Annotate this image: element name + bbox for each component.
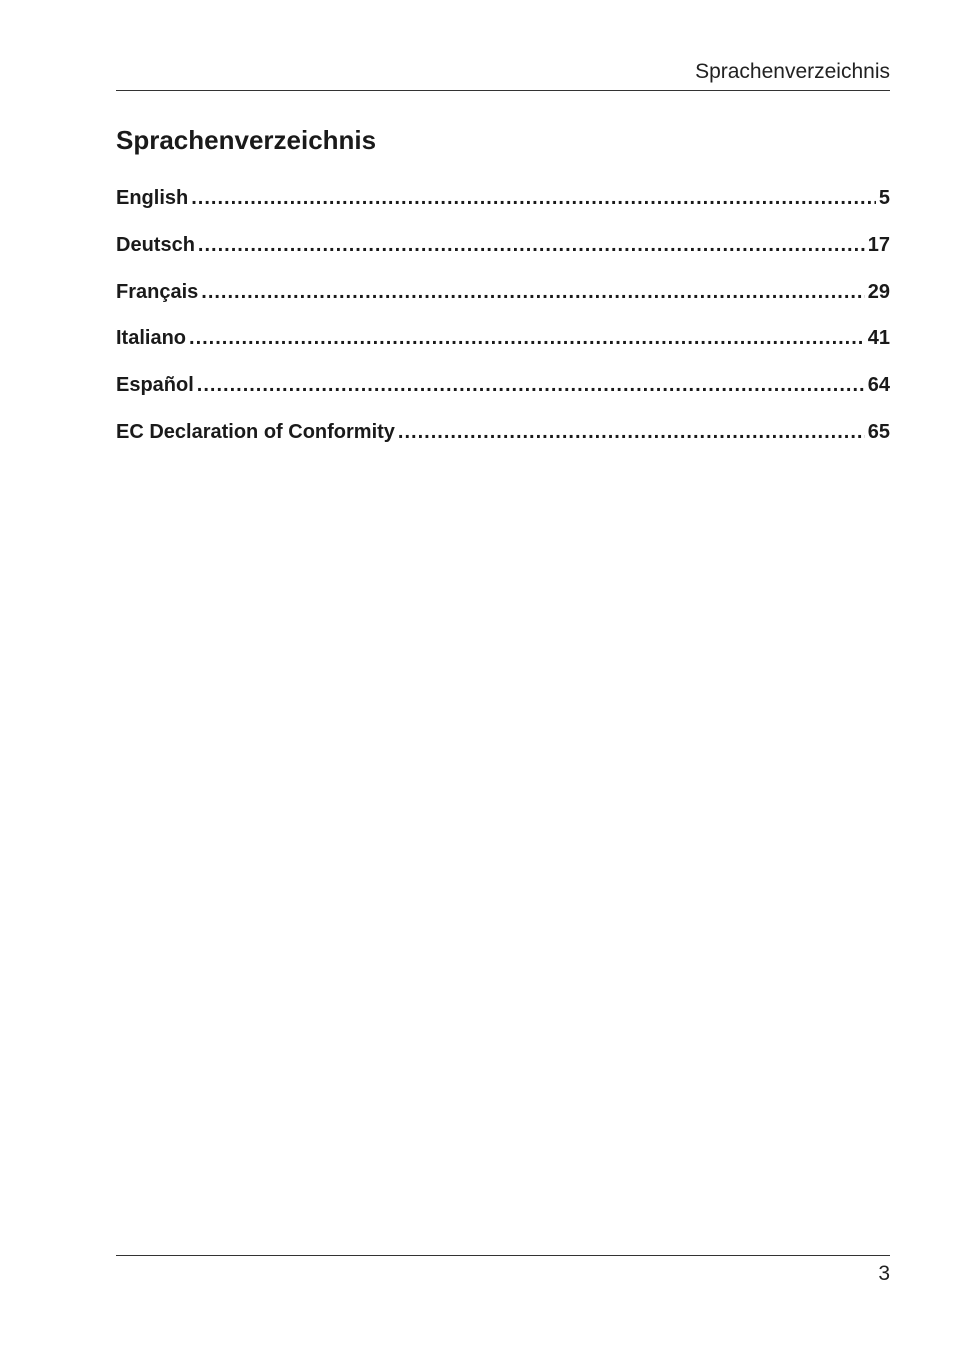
table-of-contents — [116, 183, 890, 464]
toc-page-number: 29 — [867, 280, 890, 303]
header-divider — [116, 90, 890, 91]
page-title: Sprachenverzeichnis — [116, 125, 377, 155]
toc-leader-dots — [398, 417, 865, 447]
toc-leader-dots — [201, 277, 864, 307]
toc-entry-italiano[interactable] — [116, 323, 890, 370]
toc-leader-dots — [197, 370, 865, 400]
toc-entry-ec-declaration[interactable] — [116, 417, 890, 464]
toc-label: Français — [116, 280, 199, 303]
toc-leader-dots — [198, 230, 865, 260]
toc-label: Español — [116, 374, 194, 397]
toc-page-number: 41 — [867, 327, 890, 350]
toc-page-number: 5 — [878, 187, 890, 209]
toc-page-number: 65 — [867, 420, 890, 443]
toc-label: Deutsch — [116, 233, 195, 256]
toc-label: Italiano — [116, 327, 187, 350]
toc-entry-english[interactable] — [116, 183, 890, 230]
toc-entry-espanol[interactable] — [116, 370, 890, 417]
page-number: 3 — [878, 1262, 890, 1285]
toc-entry-deutsch[interactable] — [116, 230, 890, 277]
toc-label: EC Declaration of Conformity — [116, 420, 395, 443]
footer-divider — [116, 1255, 890, 1256]
toc-page-number: 64 — [867, 374, 890, 397]
toc-leader-dots — [189, 323, 865, 353]
toc-leader-dots — [191, 183, 876, 213]
running-header: Sprachenverzeichnis — [695, 60, 890, 83]
toc-entry-francais[interactable] — [116, 277, 890, 324]
toc-page-number: 17 — [867, 233, 890, 256]
toc-label: English — [116, 187, 189, 209]
